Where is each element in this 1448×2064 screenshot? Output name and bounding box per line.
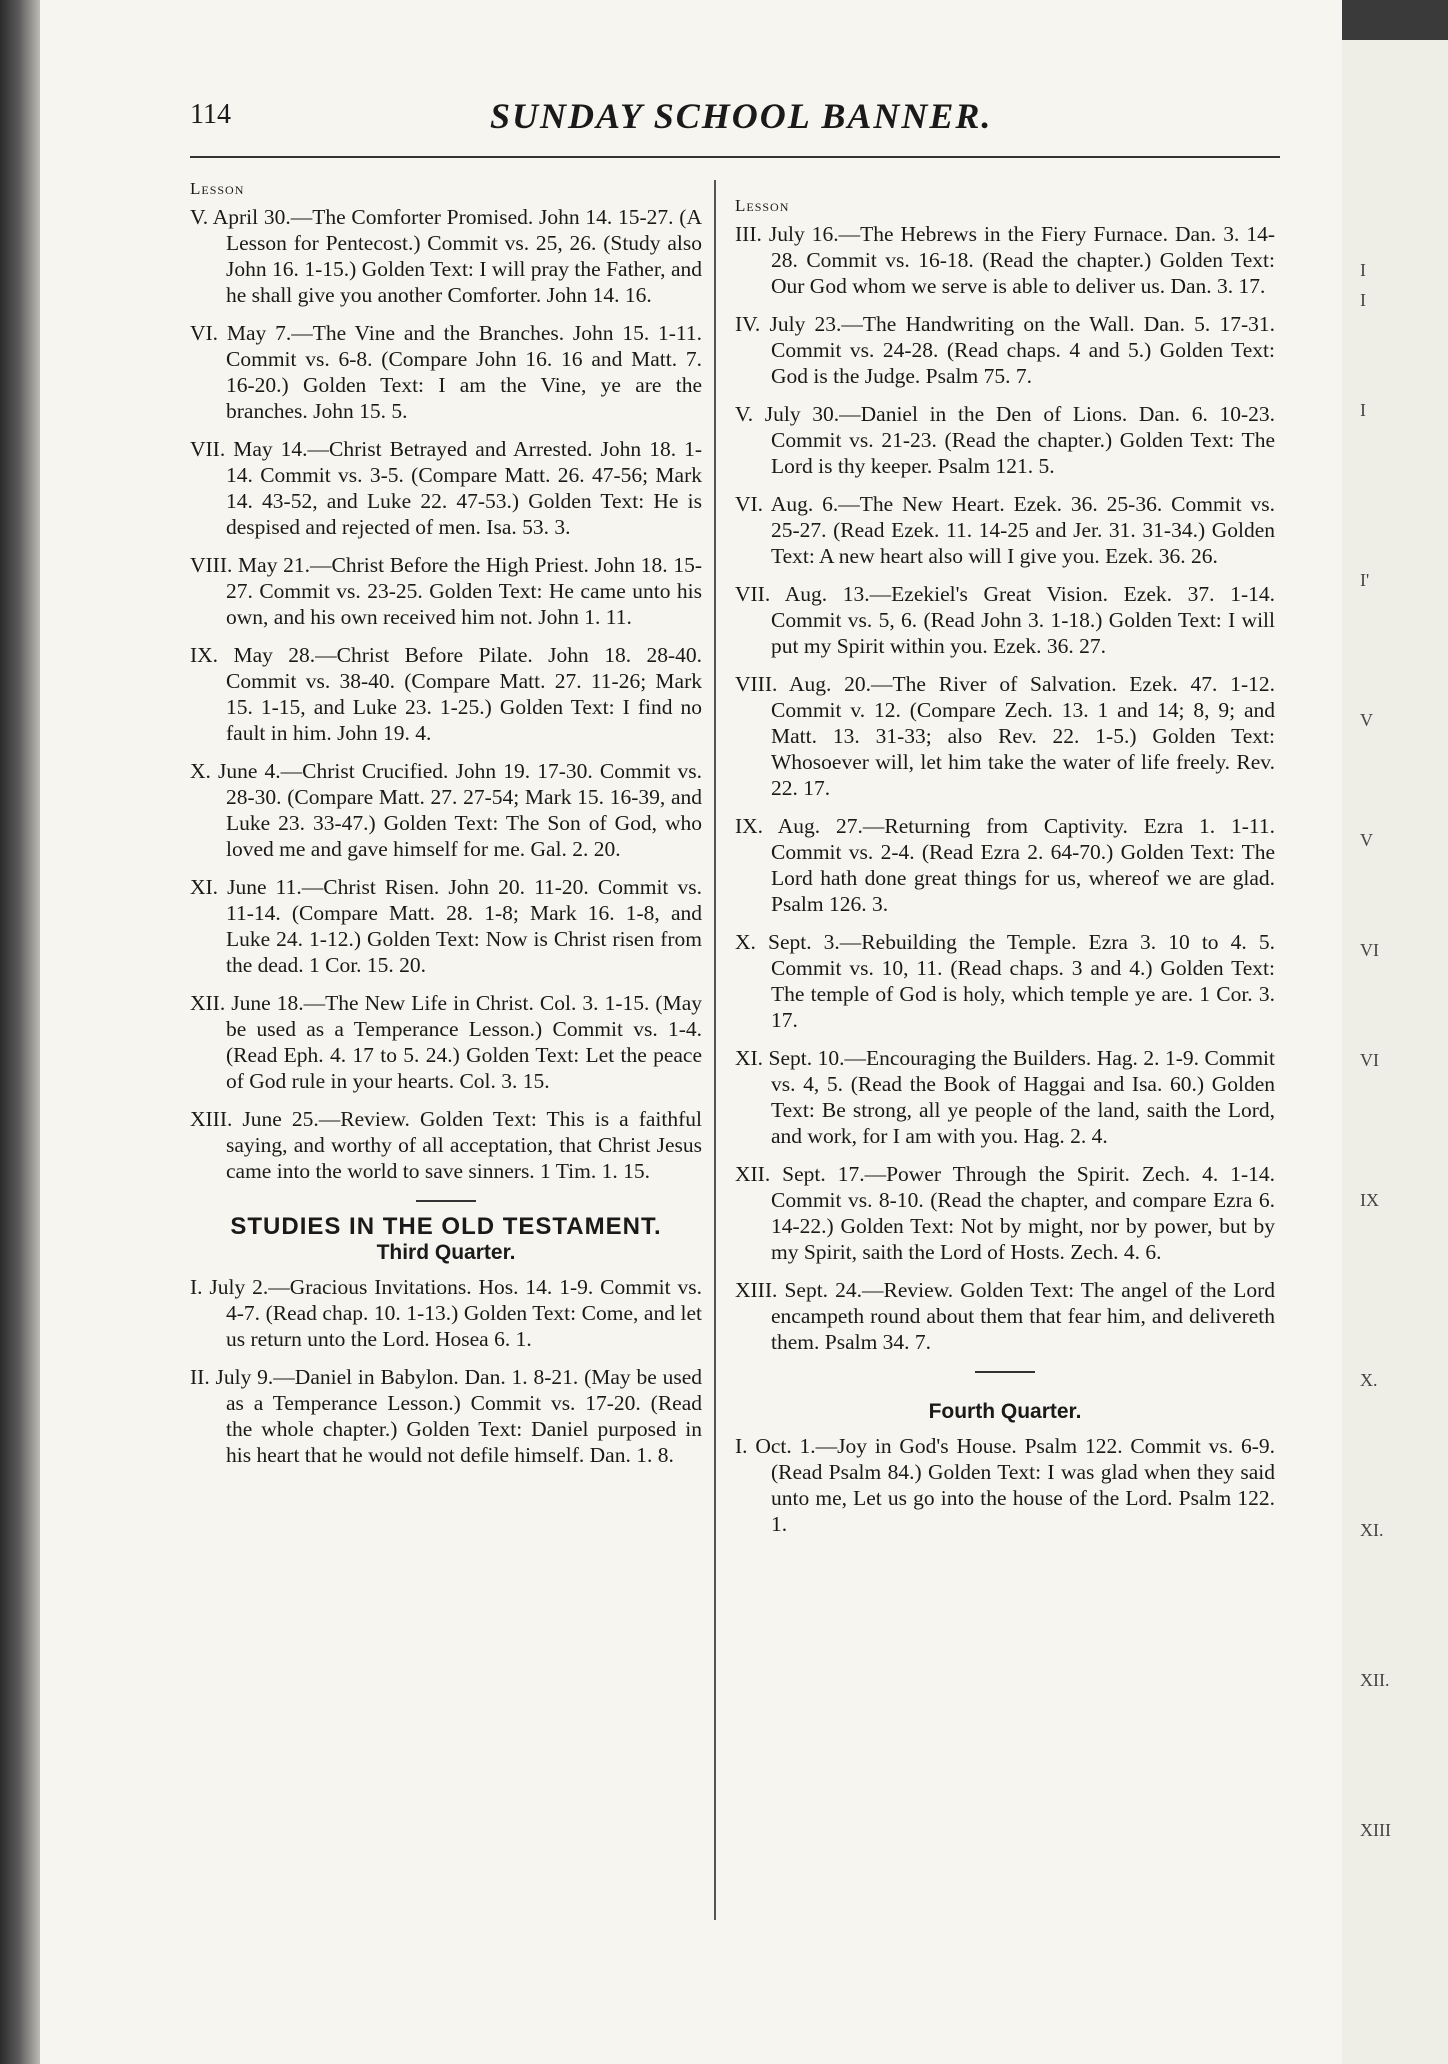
adjacent-fragment: V (1360, 830, 1373, 850)
section-title: STUDIES IN THE OLD TESTAMENT. (230, 1213, 662, 1240)
lesson-entry: I. July 2.—Gracious Invitations. Hos. 14. 1-9. Commit vs. 4-7. (Read chap. 10. 1-13.) Golden Text: Come, and let us return unto the Lord. Hosea 6. 1. (190, 1275, 702, 1351)
section-rule (975, 1371, 1035, 1373)
right-column (735, 193, 1275, 1549)
lesson-entry: XII. June 18.—The New Life in Christ. Col. 3. 1-15. (May be used as a Temperance Lesson.) Commit vs. 1-4. (Read Eph. 4. 17 to 5. 24.) Golden Text: Let the peace of God rule in your hearts. Col. 3. 15. (190, 991, 702, 1093)
running-title: SUNDAY SCHOOL BANNER. (490, 96, 993, 136)
adjacent-fragment: I' (1360, 570, 1370, 590)
header-rule (190, 156, 1280, 158)
lesson-entry: X. Sept. 3.—Rebuilding the Temple. Ezra 3. 10 to 4. 5. Commit vs. 10, 11. (Read chaps. 3 and 4.) Golden Text: The temple of God is holy, which temple ye are. 1 Cor. 3. 17. (735, 930, 1275, 1032)
lesson-entry: XIII. Sept. 24.—Review. Golden Text: The angel of the Lord encampeth round about them that fear him, and delivereth them. Psalm 34. 7. (735, 1278, 1275, 1354)
adjacent-fragment: V (1360, 710, 1373, 730)
adjacent-fragment: VI (1360, 1050, 1379, 1070)
lesson-entry: V. April 30.—The Comforter Promised. John 14. 15-27. (A Lesson for Pentecost.) Commit vs. 25, 26. (Study also John 16. 1-15.) Golden Text: I will pray the Father, and he shall give you another Comforter. John 14. 16. (190, 205, 702, 307)
lesson-entry: VII. May 14.—Christ Betrayed and Arrested. John 18. 1-14. Commit vs. 3-5. (Compare Matt. 26. 47-56; Mark 14. 43-52, and Luke 22. 47-53.) Golden Text: He is despised and rejected of men. Isa. 53. 3. (190, 437, 702, 539)
adjacent-fragment: I (1360, 400, 1366, 420)
lesson-entry: VIII. Aug. 20.—The River of Salvation. Ezek. 47. 1-12. Commit v. 12. (Compare Zech. 13. 1 and 14; 8, 9; and Matt. 13. 31-33; also Rev. 22. 1-5.) Golden Text: Whosoever will, let him take the water of life freely. Rev. 22. 17. (735, 672, 1275, 800)
lesson-entry: VIII. May 21.—Christ Before the High Priest. John 18. 15-27. Commit vs. 23-25. Golden Text: He came unto his own, and his own received him not. John 1. 11. (190, 553, 702, 629)
lesson-entry: IX. May 28.—Christ Before Pilate. John 18. 28-40. Commit vs. 38-40. (Compare Matt. 27. 11-26; Mark 15. 1-15, and Luke 23. 1-25.) Golden Text: I find no fault in him. John 19. 4. (190, 643, 702, 745)
adjacent-fragment: XII. (1360, 1670, 1390, 1690)
adjacent-fragment: XIII (1360, 1820, 1391, 1840)
column-divider (714, 180, 716, 1920)
left-column (190, 176, 702, 1480)
lesson-entry: XI. June 11.—Christ Risen. John 20. 11-20. Commit vs. 11-14. (Compare Matt. 28. 1-8; Mark 16. 1-8, and Luke 24. 1-12.) Golden Text: Now is Christ risen from the dead. 1 Cor. 15. 20. (190, 875, 702, 977)
lesson-entry: V. July 30.—Daniel in the Den of Lions. Dan. 6. 10-23. Commit vs. 21-23. (Read the chapter.) Golden Text: The Lord is thy keeper. Psalm 121. 5. (735, 402, 1275, 478)
lesson-entry: I. Oct. 1.—Joy in God's House. Psalm 122. Commit vs. 6-9. (Read Psalm 84.) Golden Text: I was glad when they said unto me, Let us go into the house of the Lord. Psalm 122. 1. (735, 1434, 1275, 1536)
lesson-entry: VI. May 7.—The Vine and the Branches. John 15. 1-11. Commit vs. 6-8. (Compare John 16. 16 and Matt. 7. 16-20.) Golden Text: I am the Vine, ye are the branches. John 15. 5. (190, 321, 702, 423)
lesson-entry: IV. July 23.—The Handwriting on the Wall. Dan. 5. 17-31. Commit vs. 24-28. (Read chaps. 4 and 5.) Golden Text: God is the Judge. Psalm 75. 7. (735, 312, 1275, 388)
quarter-title: Fourth Quarter. (928, 1400, 1082, 1423)
lesson-entry: VII. Aug. 13.—Ezekiel's Great Vision. Ezek. 37. 1-14. Commit vs. 5, 6. (Read John 3. 1-18.) Golden Text: I will put my Spirit within you. Ezek. 36. 27. (735, 582, 1275, 658)
lesson-entry: III. July 16.—The Hebrews in the Fiery Furnace. Dan. 3. 14-28. Commit vs. 16-18. (Read the chapter.) Golden Text: Our God whom we serve is able to deliver us. Dan. 3. 17. (735, 222, 1275, 298)
lesson-label: Lesson (735, 196, 790, 215)
section-subtitle: Third Quarter. (376, 1241, 516, 1264)
adjacent-page-edge (1342, 40, 1448, 2064)
lesson-label: Lesson (190, 179, 245, 198)
lesson-entry: XI. Sept. 10.—Encouraging the Builders. Hag. 2. 1-9. Commit vs. 4, 5. (Read the Book of Haggai and Isa. 60.) Golden Text: Be strong, all ye people of the land, saith the Lord, and work, for I am with you. Hag. 2. 4. (735, 1046, 1275, 1148)
adjacent-fragment: X. (1360, 1370, 1378, 1390)
page-number: 114 (190, 99, 231, 130)
page-header (190, 95, 1310, 155)
adjacent-fragment: VI (1360, 940, 1379, 960)
adjacent-fragment: I (1360, 260, 1366, 280)
section-rule (416, 1200, 476, 1202)
adjacent-fragment: I (1360, 290, 1366, 310)
lesson-entry: IX. Aug. 27.—Returning from Captivity. Ezra 1. 1-11. Commit vs. 2-4. (Read Ezra 2. 64-70.) Golden Text: The Lord hath done great things for us, whereof we are glad. Psalm 126. 3. (735, 814, 1275, 916)
adjacent-fragment: IX (1360, 1190, 1379, 1210)
lesson-entry: X. June 4.—Christ Crucified. John 19. 17-30. Commit vs. 28-30. (Compare Matt. 27. 27-54; Mark 15. 16-39, and Luke 23. 33-47.) Golden Text: The Son of God, who loved me and gave himself for me. Gal. 2. 20. (190, 759, 702, 861)
lesson-entry: II. July 9.—Daniel in Babylon. Dan. 1. 8-21. (May be used as a Temperance Lesson.) Commit vs. 17-20. (Read the whole chapter.) Golden Text: Daniel purposed in his heart that he would not defile himself. Dan. 1. 8. (190, 1365, 702, 1467)
lesson-entry: XIII. June 25.—Review. Golden Text: This is a faithful saying, and worthy of all acceptation, that Christ Jesus came into the world to save sinners. 1 Tim. 1. 15. (190, 1107, 702, 1183)
adjacent-fragment: XI. (1360, 1520, 1384, 1540)
lesson-entry: XII. Sept. 17.—Power Through the Spirit. Zech. 4. 1-14. Commit vs. 8-10. (Read the chapter, and compare Ezra 6. 14-22.) Golden Text: Not by might, nor by power, but by my Spirit, saith the Lord of Hosts. Zech. 4. 6. (735, 1162, 1275, 1264)
lesson-entry: VI. Aug. 6.—The New Heart. Ezek. 36. 25-36. Commit vs. 25-27. (Read Ezek. 11. 14-25 and Jer. 31. 31-34.) Golden Text: A new heart also will I give you. Ezek. 36. 26. (735, 492, 1275, 568)
